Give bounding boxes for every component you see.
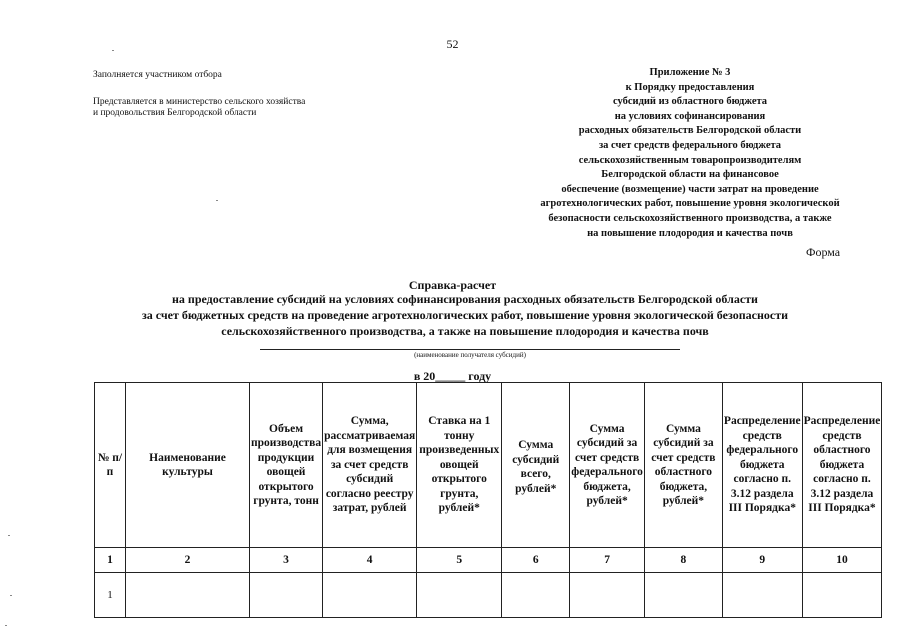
header-cell-rate-per-ton: Ставка на 1 тонну произведенных овощей открытого грунта, рублей* <box>417 383 502 548</box>
scan-speck <box>112 50 114 51</box>
filled-by-note: Заполняется участником отбора <box>93 70 222 80</box>
appendix-line: Приложение № 3 <box>649 67 731 78</box>
scan-speck <box>10 595 12 596</box>
appendix-line: на условиях софинансирования <box>614 110 766 122</box>
header-cell-number: № п/п <box>95 383 126 548</box>
header-cell-subsidy-total: Сумма субсидий всего, рублей* <box>502 383 570 548</box>
subtitle-line: за счет бюджетных средств на проведение агротехнологических работ, повышение уровня экологической безопасности <box>141 308 789 322</box>
appendix-block <box>480 66 900 241</box>
column-number: 4 <box>323 548 417 573</box>
recipient-name-line <box>260 349 680 350</box>
header-cell-federal-subsidy: Сумма субсидий за счет средств федерального бюджета, рублей* <box>570 383 645 548</box>
appendix-line: агротехнологических работ, повышение уровня экологической <box>540 198 840 210</box>
appendix-line: к Порядку предоставления <box>625 81 755 93</box>
column-number: 2 <box>126 548 250 573</box>
column-number: 10 <box>802 548 882 573</box>
subtitle-line: сельскохозяйственного производства, а также на повышение плодородия и качества почв <box>221 324 709 338</box>
column-number: 6 <box>502 548 570 573</box>
header-cell-regional-distribution: Распределение средств областного бюджета согласно п. 3.12 раздела III Порядка* <box>802 383 882 548</box>
header-cell-federal-distribution: Распределение средств федерального бюджета согласно п. 3.12 раздела III Порядка* <box>722 383 802 548</box>
scan-speck <box>8 535 10 536</box>
column-number: 5 <box>417 548 502 573</box>
subtitle-line: на предоставление субсидий на условиях софинансирования расходных обязательств Белгородской области <box>172 292 758 306</box>
column-number: 9 <box>722 548 802 573</box>
appendix-line: безопасности сельскохозяйственного производства, а также <box>548 212 832 224</box>
appendix-line: обеспечение (возмещение) части затрат на проведение <box>561 183 819 195</box>
table-cell <box>126 573 250 618</box>
appendix-line: сельскохозяйственным товаропроизводителям <box>578 154 802 166</box>
table-cell <box>323 573 417 618</box>
appendix-line: за счет средств федерального бюджета <box>598 139 782 151</box>
recipient-caption: (наименование получателя субсидий) <box>414 351 526 359</box>
table-row <box>95 573 882 618</box>
document-title: Справка-расчет <box>408 278 497 292</box>
column-number: 1 <box>95 548 126 573</box>
column-number: 3 <box>250 548 323 573</box>
table-cell <box>250 573 323 618</box>
header-cell-regional-subsidy: Сумма субсидий за счет средств областного бюджета, рублей* <box>644 383 722 548</box>
appendix-line: Белгородской области на финансовое <box>601 169 779 181</box>
column-number: 7 <box>570 548 645 573</box>
scan-speck <box>216 200 218 201</box>
column-number: 8 <box>644 548 722 573</box>
column-number-row <box>95 548 882 573</box>
calculation-table <box>94 382 882 618</box>
document-subtitle <box>90 291 840 339</box>
table-cell <box>417 573 502 618</box>
header-cell-reimbursement-amount: Сумма, рассматриваемая для возмещения за счет средств субсидий согласно реестру затрат, рублей <box>323 383 417 548</box>
appendix-line: субсидий из областного бюджета <box>612 96 768 108</box>
scan-speck <box>5 625 7 626</box>
submitted-to-line-2: и продовольствия Белгородской области <box>93 108 257 118</box>
submitted-to-line-1: Представляется в министерство сельского хозяйства <box>93 97 306 107</box>
year-line: в 20_____ году <box>413 369 492 383</box>
table-cell <box>802 573 882 618</box>
appendix-line: на повышение плодородия и качества почв <box>587 227 793 239</box>
table-cell <box>722 573 802 618</box>
page-number: 52 <box>446 37 459 51</box>
table-cell <box>644 573 722 618</box>
table-cell: 1 <box>95 573 126 618</box>
table-cell <box>570 573 645 618</box>
appendix-line: расходных обязательств Белгородской области <box>578 125 802 137</box>
form-label: Форма <box>806 245 841 259</box>
header-cell-crop-name: Наименование культуры <box>126 383 250 548</box>
table-cell <box>502 573 570 618</box>
table-header-row <box>95 383 882 548</box>
left-header <box>93 70 305 119</box>
header-cell-production-volume: Объем производства продукции овощей открытого грунта, тонн <box>250 383 323 548</box>
